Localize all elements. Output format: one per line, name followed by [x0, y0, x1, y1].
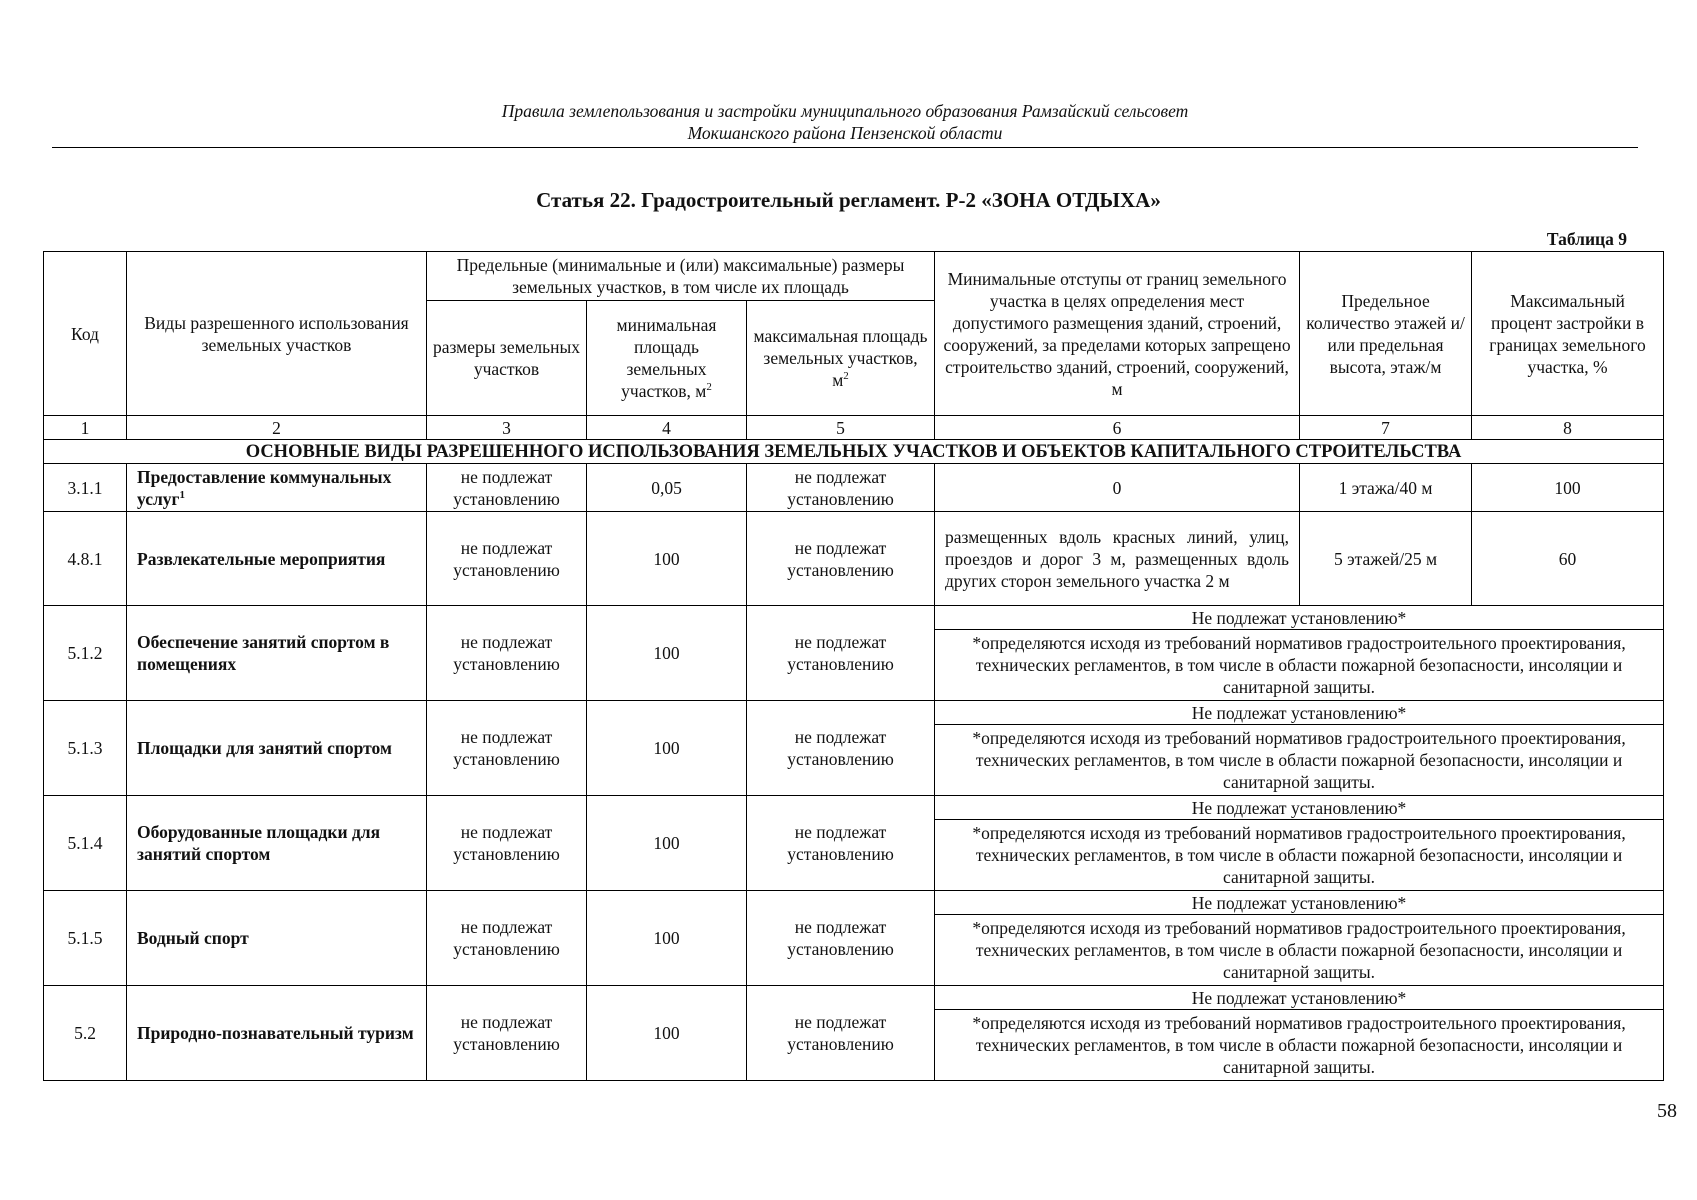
row-code: 3.1.1: [44, 464, 127, 512]
col-number: 8: [1472, 416, 1664, 440]
row-code: 5.1.3: [44, 701, 127, 796]
row-coverage: 60: [1472, 512, 1664, 606]
col-header-coverage: Максимальный процент застройки в границах земельного участка, %: [1472, 252, 1664, 416]
row-min-area: 100: [587, 701, 747, 796]
row-max-area: не подлежат установлению: [747, 891, 935, 986]
row-code: 5.1.4: [44, 796, 127, 891]
regulation-table: [43, 251, 1664, 1081]
col-header-dims-group: Предельные (минимальные и (или) максимальные) размеры земельных участков, в том числе их площадь: [427, 252, 935, 301]
col-header-sizes: размеры земельных участков: [427, 301, 587, 416]
col-number: 6: [935, 416, 1300, 440]
row-max-area: не подлежат установлению: [747, 606, 935, 701]
col-header-setbacks: Минимальные отступы от границ земельного участка в целях определения мест допустимого размещения зданий, строений, сооружений, за пределами которых запрещено строительство зданий, строений, сооружений, м: [935, 252, 1300, 416]
row-coverage: 100: [1472, 464, 1664, 512]
row-sizes: не подлежат установлению: [427, 464, 587, 512]
page-number: 58: [1657, 1100, 1677, 1122]
row-min-area: 100: [587, 512, 747, 606]
row-use-name: Площадки для занятий спортом: [127, 701, 427, 796]
row-merged-status: Не подлежат установлению*: [935, 701, 1664, 725]
row-sizes: не подлежат установлению: [427, 512, 587, 606]
row-min-area: 100: [587, 796, 747, 891]
row-use-name: Обеспечение занятий спортом в помещениях: [127, 606, 427, 701]
row-merged-status: Не подлежат установлению*: [935, 986, 1664, 1010]
table-row: [44, 606, 1664, 630]
row-max-area: не подлежат установлению: [747, 464, 935, 512]
row-sizes: не подлежат установлению: [427, 701, 587, 796]
min-area-label: минимальная площадь земельных участков, м: [616, 315, 717, 401]
row-use-name: [127, 464, 427, 512]
use-name-text: Предоставление коммунальных услуг: [137, 466, 392, 509]
row-setbacks: размещенных вдоль красных линий, улиц, проездов и дорог 3 м, размещенных вдоль других сторон земельного участка 2 м: [935, 512, 1300, 606]
header-line-1: Правила землепользования и застройки муниципального образования Рамзайский сельсовет: [501, 101, 1189, 121]
table-row: [44, 464, 1664, 512]
row-min-area: 100: [587, 986, 747, 1081]
row-merged-status: Не подлежат установлению*: [935, 606, 1664, 630]
col-number: 7: [1300, 416, 1472, 440]
row-merged-note: *определяются исходя из требований нормативов градостроительного проектирования, технических регламентов, в том числе в области пожарной безопасности, инсоляции и санитарной защиты.: [935, 820, 1664, 891]
col-header-floors: Предельное количество этажей и/или предельная высота, этаж/м: [1300, 252, 1472, 416]
col-header-use: Виды разрешенного использования земельных участков: [127, 252, 427, 416]
row-sizes: не подлежат установлению: [427, 606, 587, 701]
row-use-name: Оборудованные площадки для занятий спортом: [127, 796, 427, 891]
row-max-area: не подлежат установлению: [747, 701, 935, 796]
row-sizes: не подлежат установлению: [427, 891, 587, 986]
col-number: 5: [747, 416, 935, 440]
row-merged-note: *определяются исходя из требований нормативов градостроительного проектирования, технических регламентов, в том числе в области пожарной безопасности, инсоляции и санитарной защиты.: [935, 915, 1664, 986]
section-title: ОСНОВНЫЕ ВИДЫ РАЗРЕШЕННОГО ИСПОЛЬЗОВАНИЯ ЗЕМЕЛЬНЫХ УЧАСТКОВ И ОБЪЕКТОВ КАПИТАЛЬНОГО СТРОИТЕЛЬСТВА: [44, 440, 1664, 464]
min-area-unit-sup: 2: [706, 381, 712, 394]
row-max-area: не подлежат установлению: [747, 796, 935, 891]
row-merged-note: *определяются исходя из требований нормативов градостроительного проектирования, технических регламентов, в том числе в области пожарной безопасности, инсоляции и санитарной защиты.: [935, 1010, 1664, 1081]
row-code: 5.1.2: [44, 606, 127, 701]
col-number: 2: [127, 416, 427, 440]
row-floors: 5 этажей/25 м: [1300, 512, 1472, 606]
col-header-min-area: [587, 301, 747, 416]
row-min-area: 100: [587, 606, 747, 701]
col-header-code: Код: [44, 252, 127, 416]
document-header: [52, 100, 1638, 144]
footnote-marker: 1: [179, 488, 185, 501]
row-merged-status: Не подлежат установлению*: [935, 796, 1664, 820]
row-min-area: 100: [587, 891, 747, 986]
max-area-unit-sup: 2: [843, 370, 849, 383]
row-sizes: не подлежат установлению: [427, 986, 587, 1081]
col-number: 3: [427, 416, 587, 440]
table-row: [44, 701, 1664, 725]
row-code: 5.1.5: [44, 891, 127, 986]
header-line-2: Мокшанского района Пензенской области: [687, 123, 1003, 143]
table-row: [44, 986, 1664, 1010]
row-use-name: Водный спорт: [127, 891, 427, 986]
table-row: [44, 512, 1664, 606]
row-use-name: Развлекательные мероприятия: [127, 512, 427, 606]
article-title: Статья 22. Градостроительный регламент. Р-2 «ЗОНА ОТДЫХА»: [536, 188, 1161, 212]
section-row: [44, 440, 1664, 464]
col-header-max-area: [747, 301, 935, 416]
col-number: 4: [587, 416, 747, 440]
row-floors: 1 этажа/40 м: [1300, 464, 1472, 512]
row-code: 5.2: [44, 986, 127, 1081]
row-merged-note: *определяются исходя из требований нормативов градостроительного проектирования, технических регламентов, в том числе в области пожарной безопасности, инсоляции и санитарной защиты.: [935, 725, 1664, 796]
row-sizes: не подлежат установлению: [427, 796, 587, 891]
row-merged-note: *определяются исходя из требований нормативов градостроительного проектирования, технических регламентов, в том числе в области пожарной безопасности, инсоляции и санитарной защиты.: [935, 630, 1664, 701]
row-max-area: не подлежат установлению: [747, 512, 935, 606]
row-merged-status: Не подлежат установлению*: [935, 891, 1664, 915]
row-min-area: 0,05: [587, 464, 747, 512]
column-number-row: [44, 416, 1664, 440]
table-label: Таблица 9: [1546, 229, 1627, 249]
col-number: 1: [44, 416, 127, 440]
header-row-1: [44, 252, 1664, 301]
table-row: [44, 796, 1664, 820]
row-code: 4.8.1: [44, 512, 127, 606]
max-area-label: максимальная площадь земельных участков, м: [753, 326, 928, 390]
row-max-area: не подлежат установлению: [747, 986, 935, 1081]
header-divider: [52, 147, 1638, 148]
row-use-name: Природно-познавательный туризм: [127, 986, 427, 1081]
row-setbacks: 0: [935, 464, 1300, 512]
table-row: [44, 891, 1664, 915]
